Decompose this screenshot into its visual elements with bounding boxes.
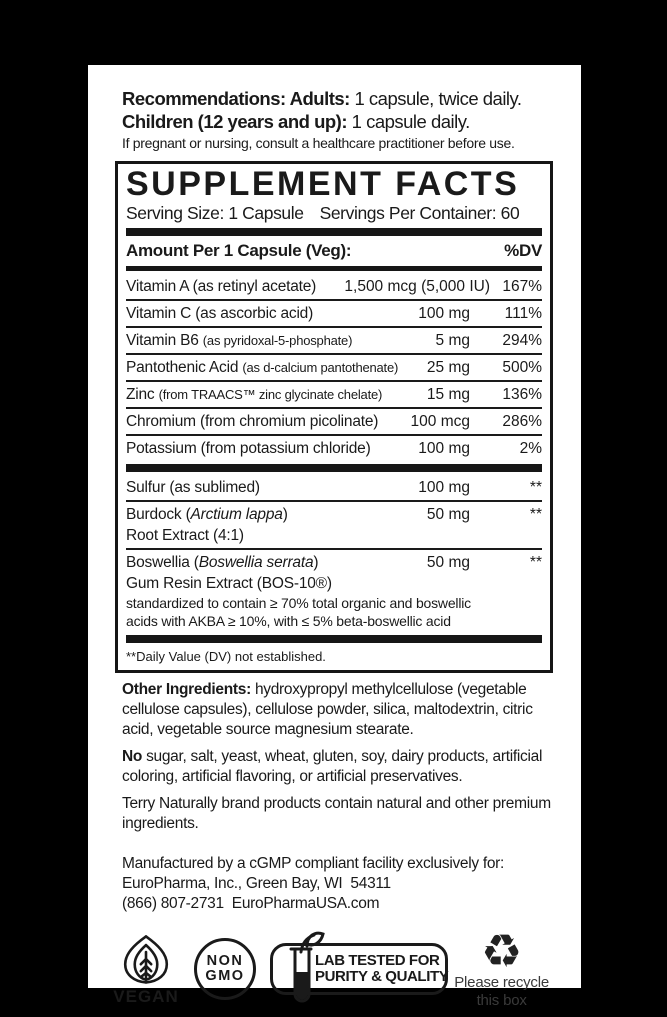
amount-header: Amount Per 1 Capsule (Veg):: [126, 241, 352, 260]
vegan-badge-label: VEGAN: [113, 986, 179, 1006]
supplement-facts-title: SUPPLEMENT FACTS: [126, 165, 520, 203]
recommendations-children-text: 1 capsule daily.: [347, 111, 470, 132]
manufacturer-line3: (866) 807-2731 EuroPharmaUSA.com: [122, 895, 380, 912]
divider-thick: [126, 228, 542, 236]
fact-amount: 50 mg: [426, 554, 470, 571]
fact-name: Zinc (from TRAACS™ zinc glycinate chelate): [126, 386, 383, 403]
fact-row: [126, 475, 542, 500]
dv-footnote: **Daily Value (DV) not established.: [126, 649, 326, 664]
fact-name-line2: Root Extract (4:1): [126, 527, 244, 544]
dv-header: %DV: [504, 241, 542, 260]
spacer: [304, 202, 320, 225]
recycle-line1: Please recycle: [454, 974, 549, 991]
recommendations-adults: [122, 87, 555, 110]
allergen-statement: [122, 747, 555, 787]
allergen-statement-label: No: [122, 748, 143, 765]
fact-name: Chromium (from chromium picolinate): [126, 413, 379, 430]
fact-row: [126, 548, 542, 632]
fact-dv: **: [529, 506, 542, 523]
fact-name: Pantothenic Acid (as d-calcium pantothenate): [126, 359, 399, 376]
recommendations-children: [122, 110, 555, 133]
fact-amount: 100 mg: [418, 440, 470, 457]
fact-description: acids with AKBA ≥ 10%, with ≤ 5% beta-boswellic acid: [126, 613, 451, 629]
fact-dv: 111%: [504, 305, 542, 322]
manufacturer-block: [122, 854, 555, 914]
pregnancy-note: If pregnant or nursing, consult a healthcare practitioner before use.: [122, 135, 515, 151]
other-ingredients-text: hydroxypropyl methylcellulose (vegetable cellulose capsules), cellulose powder, silica, maltodextrin, citric acid, vegetable source magnesium stearate.: [122, 681, 533, 738]
fact-dv: 294%: [502, 332, 542, 349]
fact-description: standardized to contain ≥ 70% total organic and boswellic: [126, 595, 471, 611]
fact-amount: 25 mg: [426, 359, 470, 376]
divider-thick: [126, 635, 542, 643]
divider-thick: [126, 464, 542, 472]
other-ingredients: [122, 680, 555, 740]
non-gmo-line2: GMO: [205, 968, 245, 984]
recycle-line2: this box: [476, 992, 527, 1009]
fact-row: [126, 326, 542, 353]
recycle-icon: ♻: [481, 925, 523, 977]
column-headers: [126, 239, 542, 263]
fact-name: Potassium (from potassium chloride): [126, 440, 371, 457]
brand-statement: Terry Naturally brand products contain natural and other premium ingredients.: [122, 795, 551, 832]
allergen-statement-text: sugar, salt, yeast, wheat, gluten, soy, dairy products, artificial coloring, artificial flavoring, or artificial preservatives.: [122, 748, 543, 785]
fact-amount: 15 mg: [426, 386, 470, 403]
vegan-badge: [108, 933, 184, 1006]
fact-row: [126, 380, 542, 407]
fact-name: Burdock (Arctium lappa): [126, 506, 288, 523]
serving-info: [126, 202, 542, 225]
fact-name: Vitamin A (as retinyl acetate): [126, 278, 317, 295]
fact-amount: 50 mg: [426, 506, 470, 523]
lab-tested-line2: PURITY & QUALITY: [315, 968, 449, 985]
fact-dv: **: [529, 554, 542, 571]
fact-dv: 500%: [502, 359, 542, 376]
supplement-label: [88, 65, 581, 1009]
divider-medium: [126, 266, 542, 271]
fact-name: Boswellia (Boswellia serrata): [126, 554, 319, 571]
non-gmo-line1: NON: [206, 953, 244, 969]
vegan-leaf-icon: [118, 933, 174, 990]
recommendations-adults-text: 1 capsule, twice daily.: [349, 88, 522, 109]
fact-dv: 2%: [519, 440, 542, 457]
recommendations-adults-label: Recommendations: Adults:: [122, 88, 350, 109]
fact-row: [126, 299, 542, 326]
fact-amount: 1,500 mcg (5,000 IU): [344, 278, 490, 295]
fact-row: [126, 353, 542, 380]
fact-amount: 100 mg: [418, 305, 470, 322]
fact-row: [126, 274, 542, 299]
fact-name: Sulfur (as sublimed): [126, 479, 260, 496]
manufacturer-line1: Manufactured by a cGMP compliant facility exclusively for:: [122, 855, 505, 872]
recommendations-children-label: Children (12 years and up):: [122, 111, 347, 132]
fact-row: [126, 434, 542, 461]
fact-dv: 167%: [502, 278, 542, 295]
fact-amount: 5 mg: [435, 332, 470, 349]
fact-name: Vitamin C (as ascorbic acid): [126, 305, 314, 322]
fact-name-line2: Gum Resin Extract (BOS-10®): [126, 575, 332, 592]
fact-row: [126, 500, 542, 548]
fact-name: Vitamin B6 (as pyridoxal-5-phosphate): [126, 332, 353, 349]
certification-badges: [108, 925, 555, 1010]
facts-rows: [126, 274, 542, 632]
manufacturer-line2: EuroPharma, Inc., Green Bay, WI 54311: [122, 875, 391, 892]
non-gmo-badge: [194, 938, 256, 1000]
fact-dv: 286%: [502, 413, 542, 430]
lab-tested-line1: LAB TESTED FOR: [315, 951, 440, 969]
fact-dv: **: [529, 479, 542, 496]
serving-size: Serving Size: 1 Capsule: [126, 203, 304, 223]
fact-dv: 136%: [502, 386, 542, 403]
fact-amount: 100 mcg: [410, 413, 470, 430]
other-ingredients-label: Other Ingredients:: [122, 681, 251, 698]
fact-row: [126, 407, 542, 434]
lab-tested-badge: [270, 943, 448, 995]
servings-per-container: Servings Per Container: 60: [319, 203, 520, 223]
fact-amount: 100 mg: [418, 479, 470, 496]
test-tube-icon: [279, 928, 325, 1017]
supplement-facts-panel: [115, 161, 553, 673]
recycle-badge: [454, 925, 549, 1010]
